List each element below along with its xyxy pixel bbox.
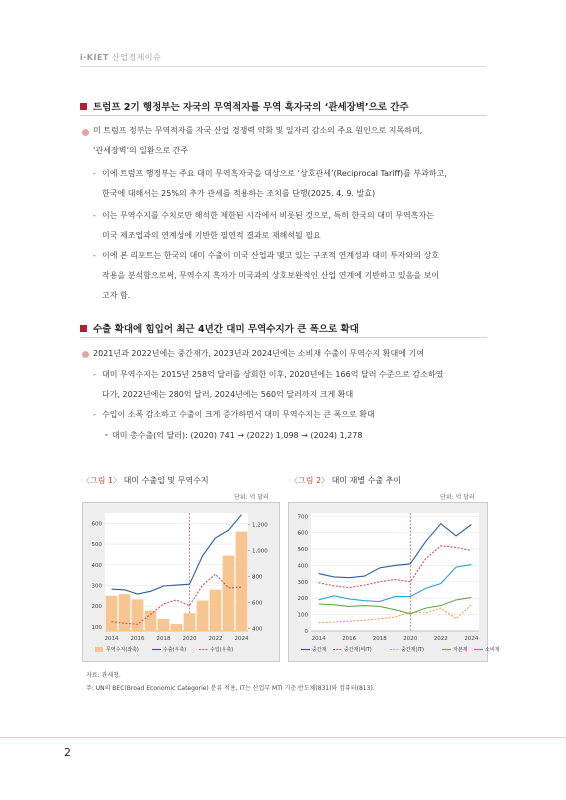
- figure2-title: [290, 475, 401, 486]
- legend-label: 자본재: [453, 647, 468, 653]
- x-tick-label: 2016: [130, 636, 145, 642]
- x-tick-label: 2022: [208, 636, 223, 642]
- section1-divider: [80, 115, 487, 116]
- header-subtitle: 산업경제이슈: [111, 53, 162, 62]
- bar: [106, 596, 118, 631]
- figure2-label: 〈그림 2〉: [290, 476, 330, 485]
- text-line: 이에 트럼프 행정부는 주요 대미 무역흑자국을 대상으로 ‘상호관세’(Reciprocal Tariff)를 부과하고,: [102, 169, 447, 178]
- x-tick-label: 2014: [311, 636, 326, 642]
- text-line: 미국 제조업과의 연계성에 기반한 필연적 결과로 재해석될 필요: [102, 231, 321, 240]
- bar: [210, 590, 222, 631]
- figure1-name: 대미 수출입 및 무역수지: [123, 476, 209, 485]
- text-line: 2021년과 2022년에는 중간재가, 2023년과 2024년에는 소비재 수출이 무역수지 확대에 기여: [93, 349, 424, 358]
- text-line: ‘관세장벽’의 일환으로 간주: [93, 146, 189, 155]
- bar: [158, 619, 170, 631]
- figure2-chart: [289, 503, 500, 661]
- text-line: 이는 무역수지를 수치로만 해석한 제한된 시각에서 비롯된 것으로, 특히 한국의 대미 무역흑자는: [102, 211, 434, 220]
- bar: [132, 599, 144, 631]
- bar: [184, 613, 196, 631]
- y-tick-label: 300: [91, 583, 102, 590]
- bar: [223, 556, 235, 631]
- y2-tick-label: 600: [252, 600, 263, 607]
- section1-bullet-text: [93, 121, 422, 161]
- y-tick-label: 600: [91, 521, 102, 528]
- figure1-chart-box: [82, 502, 280, 662]
- legend-swatch: [95, 647, 103, 652]
- section1-title: 트럼프 2기 행정부는 자국의 무역적자를 무역 흑자국의 ‘관세장벽’으로 간주: [93, 102, 409, 113]
- bar: [171, 624, 183, 631]
- figure1-label: 〈그림 1〉: [82, 476, 122, 485]
- page-number: 2: [64, 746, 71, 759]
- bar: [119, 594, 131, 631]
- section-square-icon: [80, 103, 87, 110]
- figure1-chart: [83, 503, 279, 661]
- section2-divider: [80, 337, 487, 338]
- x-tick-label: 2022: [433, 636, 448, 642]
- x-tick-label: 2020: [403, 636, 418, 642]
- y-tick-label: 0: [304, 629, 308, 635]
- y-tick-label: 400: [297, 563, 308, 570]
- legend-label: 중간재(IT): [401, 647, 424, 653]
- y2-tick-label: 1,000: [252, 548, 268, 555]
- x-tick-label: 2024: [464, 636, 479, 642]
- x-tick-label: 2016: [342, 636, 357, 642]
- footer-divider: [0, 737, 566, 738]
- x-tick-label: 2018: [156, 636, 171, 642]
- y-tick-label: 600: [297, 530, 308, 537]
- y-tick-label: 300: [297, 579, 308, 586]
- y-tick-label: 400: [91, 562, 102, 569]
- y-tick-label: 500: [91, 542, 102, 549]
- y2-tick-label: 1,200: [252, 522, 268, 529]
- x-tick-label: 2024: [234, 636, 249, 642]
- logo-mark: i·KIET: [80, 53, 109, 62]
- figure-footnote: 주: UN의 BEC(Broad Economic Categorie) 분류 적용, IT는 산업부 MTI 기준 반도체(831)와 컴퓨터(813).: [86, 685, 375, 692]
- dash-marker: -: [93, 410, 96, 419]
- figure1-title: [82, 475, 209, 486]
- x-tick-label: 2018: [372, 636, 387, 642]
- legend-label: 수입(우축): [210, 647, 234, 653]
- source-note: 자료: 관세청.: [86, 672, 121, 679]
- text-line: 미 트럼프 정부는 무역적자를 자국 산업 경쟁력 약화 및 일자리 감소의 주요 원인으로 지목하며,: [93, 126, 423, 135]
- y2-tick-label: 400: [252, 626, 263, 633]
- section2-bullet-text: [93, 344, 424, 364]
- y-tick-label: 200: [91, 604, 102, 611]
- figure1-unit: 단위: 억 달러: [234, 494, 269, 501]
- dash-marker: -: [93, 211, 96, 220]
- x-tick-label: 2014: [104, 636, 119, 642]
- figure2-chart-box: [288, 502, 500, 662]
- legend-label: 중간재(비IT): [344, 647, 372, 653]
- text-line: 다가, 2022년에는 280억 달러, 2024년에는 560억 달러까지 크게 확대: [102, 390, 354, 399]
- plot-area: [311, 513, 479, 631]
- x-tick-label: 2020: [182, 636, 197, 642]
- dash-marker: -: [93, 370, 96, 379]
- section2-heading: [80, 321, 359, 335]
- y2-tick-label: 800: [252, 574, 263, 581]
- y-tick-label: 500: [297, 547, 308, 554]
- legend-label: 소비재: [485, 647, 500, 653]
- y-tick-label: 700: [297, 514, 308, 521]
- section2-dash2: [102, 405, 375, 425]
- bar: [236, 532, 248, 631]
- text-line: 대미 총수출(억 달러): (2020) 741 → (2022) 1,098 → (2024) 1,278: [112, 431, 363, 440]
- text-line: 대미 무역수지는 2015년 258억 달러를 상회한 이후, 2020년에는 166억 달러 수준으로 감소하였: [102, 370, 444, 379]
- section1-heading: [80, 99, 409, 113]
- text-line: 이에 본 리포트는 한국의 대미 수출이 미국 산업과 맺고 있는 구조적 연계성과 대미 투자와의 상호: [102, 251, 439, 260]
- legend-label: 무역수지(좌축): [106, 647, 139, 653]
- figure2-unit: 단위: 억 달러: [440, 494, 475, 501]
- section2-dash1: [102, 365, 443, 405]
- bullet-icon: [82, 129, 89, 136]
- text-line: 한국에 대해서는 25%의 추가 관세를 적용하는 조치를 단행(2025. 4. 9. 발효): [102, 189, 376, 198]
- bullet-icon: [82, 351, 89, 358]
- y-tick-label: 200: [297, 596, 308, 603]
- section1-dash1: [102, 164, 447, 204]
- section-square-icon: [80, 325, 87, 332]
- section1-dash3: [102, 246, 439, 306]
- text-line: 고자 함.: [102, 291, 131, 300]
- section2-title: 수출 확대에 힘입어 최근 4년간 대미 무역수지가 큰 폭으로 확대: [93, 324, 359, 335]
- y-tick-label: 100: [297, 612, 308, 619]
- dash-marker: -: [93, 251, 96, 260]
- legend-label: 수출(우축): [163, 647, 187, 653]
- section1-dash2: [102, 206, 434, 246]
- legend-label: 중간재: [312, 647, 327, 653]
- bar: [197, 601, 209, 631]
- text-line: 수입이 소폭 감소하고 수출이 크게 증가하면서 대미 무역수지는 큰 폭으로 확대: [102, 410, 375, 419]
- dash-marker: -: [93, 169, 96, 178]
- sub-bullet-icon: •: [104, 431, 109, 440]
- figure2-name: 대미 재별 수출 추이: [331, 476, 402, 485]
- logo: [80, 52, 161, 63]
- text-line: 작용을 분석함으로써, 무역수지 흑자가 미국과의 상호보완적인 산업 연계에 기반하고 있음을 보이: [102, 271, 440, 280]
- header-divider: [80, 66, 486, 67]
- y-tick-label: 100: [91, 624, 102, 631]
- section2-sub: [112, 426, 362, 446]
